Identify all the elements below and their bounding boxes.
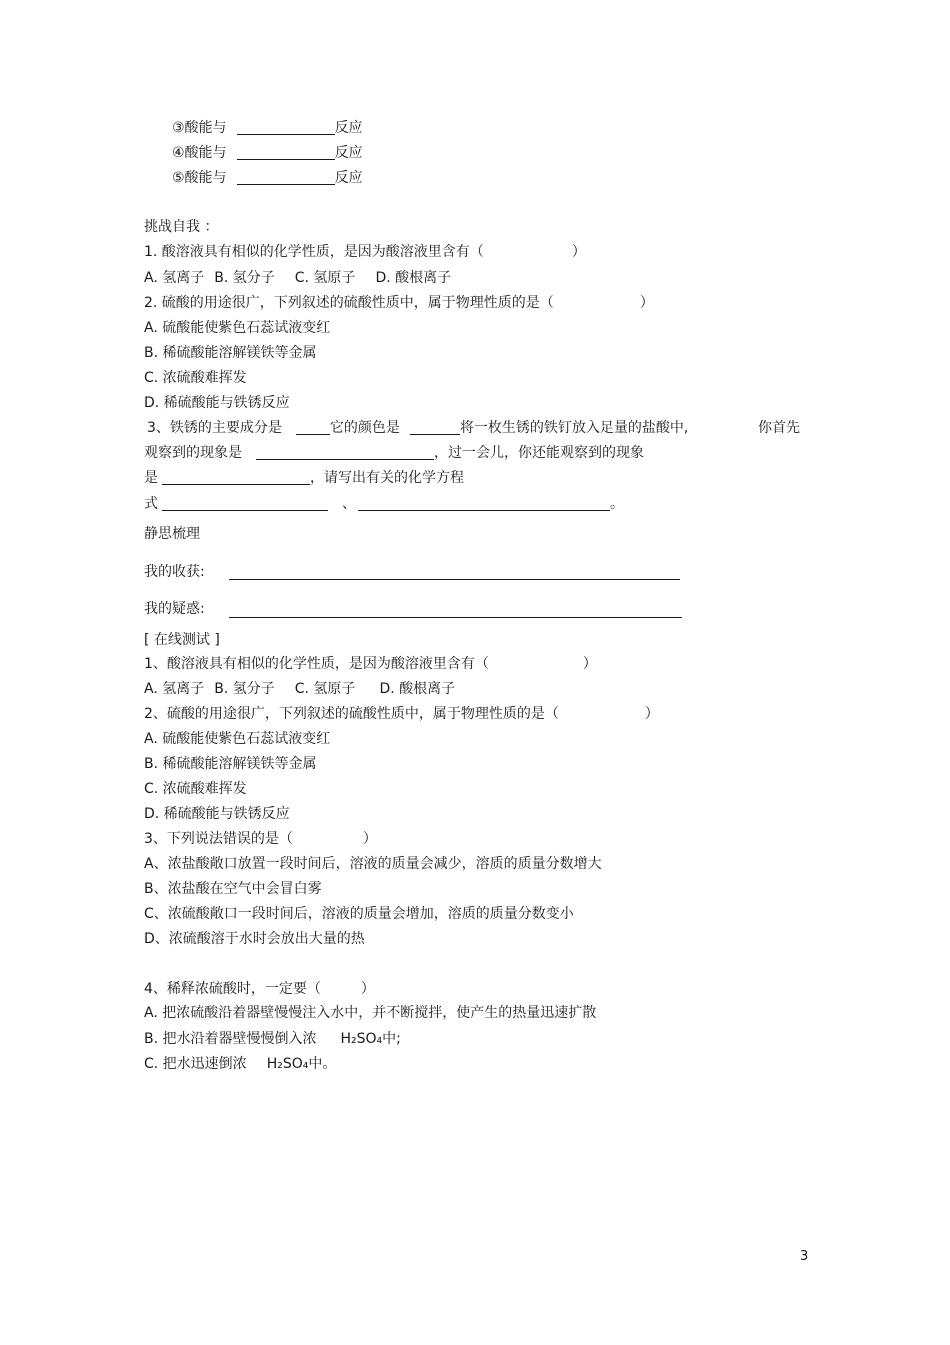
fill-item-5: ⑤酸能与 反应 — [172, 170, 363, 186]
challenge-q1-options — [144, 268, 451, 288]
answer-blank[interactable] — [162, 470, 310, 485]
online-q4-option-c[interactable]: C. 把水迅速倒浓 H₂SO₄中。 — [144, 1056, 337, 1072]
challenge-heading: 挑战自我 ： — [144, 219, 219, 235]
online-q3-option-d[interactable]: D、浓硫酸溶于水时会放出大量的热 — [144, 931, 365, 947]
answer-blank[interactable] — [237, 170, 335, 185]
online-heading: [ 在线测试 ] — [144, 632, 220, 648]
online-q2-stem: 2、硫酸的用途很广，下列叙述的硫酸性质中，属于物理性质的是（ ） — [144, 706, 659, 722]
fill-item-3: ③酸能与 反应 — [172, 120, 363, 136]
online-q2-option-d[interactable]: D. 稀硫酸能与铁锈反应 — [144, 806, 290, 822]
challenge-q1-stem: 1. 酸溶液具有相似的化学性质，是因为酸溶液里含有（ ） — [144, 244, 586, 260]
answer-blank[interactable] — [296, 420, 330, 435]
online-q3-stem: 3、下列说法错误的是（ ） — [144, 831, 377, 847]
option-c[interactable]: C. 氢原子 — [294, 270, 356, 286]
gain-answer-line[interactable] — [229, 579, 680, 580]
option-d[interactable]: D. 酸根离子 — [379, 681, 456, 697]
option-d[interactable]: D. 酸根离子 — [375, 270, 452, 286]
answer-blank[interactable] — [237, 120, 335, 135]
equation-blank[interactable] — [162, 496, 328, 511]
fill-item-4: ④酸能与 反应 — [172, 145, 363, 161]
online-q2-option-c[interactable]: C. 浓硫酸难挥发 — [144, 781, 247, 797]
online-q3-option-a[interactable]: A、浓盐酸敞口放置一段时间后，溶液的质量会减少，溶质的质量分数增大 — [144, 856, 602, 872]
online-q4-stem: 4、稀释浓硫酸时，一定要（ ） — [144, 981, 375, 997]
online-q2-option-b[interactable]: B. 稀硫酸能溶解镁铁等金属 — [144, 756, 317, 772]
option-b[interactable]: B. 氢分子 — [214, 270, 275, 286]
equation-blank[interactable] — [358, 496, 610, 511]
page-number: 3 — [800, 1249, 809, 1264]
challenge-q2-option-a[interactable]: A. 硫酸能使紫色石蕊试液变红 — [144, 320, 331, 336]
answer-blank[interactable] — [256, 445, 434, 460]
online-q1-options — [144, 679, 455, 699]
challenge-q3-line3: 是 ，请写出有关的化学方程 — [144, 470, 464, 486]
online-q4-option-b[interactable]: B. 把水沿着器壁慢慢倒入浓 H₂SO₄中; — [144, 1031, 401, 1047]
challenge-q3-line1: 3、铁锈的主要成分是 它的颜色是 将一枚生锈的铁钉放入足量的盐酸中, — [147, 420, 689, 436]
option-b[interactable]: B. 氢分子 — [214, 681, 275, 697]
online-q3-option-b[interactable]: B、浓盐酸在空气中会冒白雾 — [144, 881, 322, 897]
challenge-q2-option-c[interactable]: C. 浓硫酸难挥发 — [144, 370, 247, 386]
online-q1-stem: 1、酸溶液具有相似的化学性质，是因为酸溶液里含有（ ） — [144, 656, 597, 672]
option-a[interactable]: A. 氢离子 — [144, 270, 205, 286]
answer-blank[interactable] — [237, 145, 335, 160]
challenge-q2-stem: 2. 硫酸的用途很广，下列叙述的硫酸性质中，属于物理性质的是（ ） — [144, 295, 654, 311]
challenge-q3-line2: 观察到的现象是 ，过一会儿，你还能观察到的现象 — [144, 445, 644, 461]
gain-label: 我的收获: — [144, 564, 205, 580]
challenge-q3-line1-tail: 你首先 — [758, 420, 800, 436]
online-q4-option-a[interactable]: A. 把浓硫酸沿着器壁慢慢注入水中，并不断搅拌，使产生的热量迅速扩散 — [144, 1005, 597, 1021]
reflect-heading: 静思梳理 — [144, 526, 200, 542]
option-c[interactable]: C. 氢原子 — [294, 681, 356, 697]
doubt-answer-line[interactable] — [229, 617, 682, 618]
challenge-q2-option-d[interactable]: D. 稀硫酸能与铁锈反应 — [144, 395, 290, 411]
doubt-label: 我的疑惑: — [144, 601, 205, 617]
answer-blank[interactable] — [410, 420, 460, 435]
online-q3-option-c[interactable]: C、浓硫酸敞口一段时间后，溶液的质量会增加，溶质的质量分数变小 — [144, 906, 574, 922]
online-q2-option-a[interactable]: A. 硫酸能使紫色石蕊试液变红 — [144, 731, 331, 747]
challenge-q3-line4: 式 、 。 — [144, 496, 624, 512]
option-a[interactable]: A. 氢离子 — [144, 681, 205, 697]
challenge-q2-option-b[interactable]: B. 稀硫酸能溶解镁铁等金属 — [144, 345, 317, 361]
